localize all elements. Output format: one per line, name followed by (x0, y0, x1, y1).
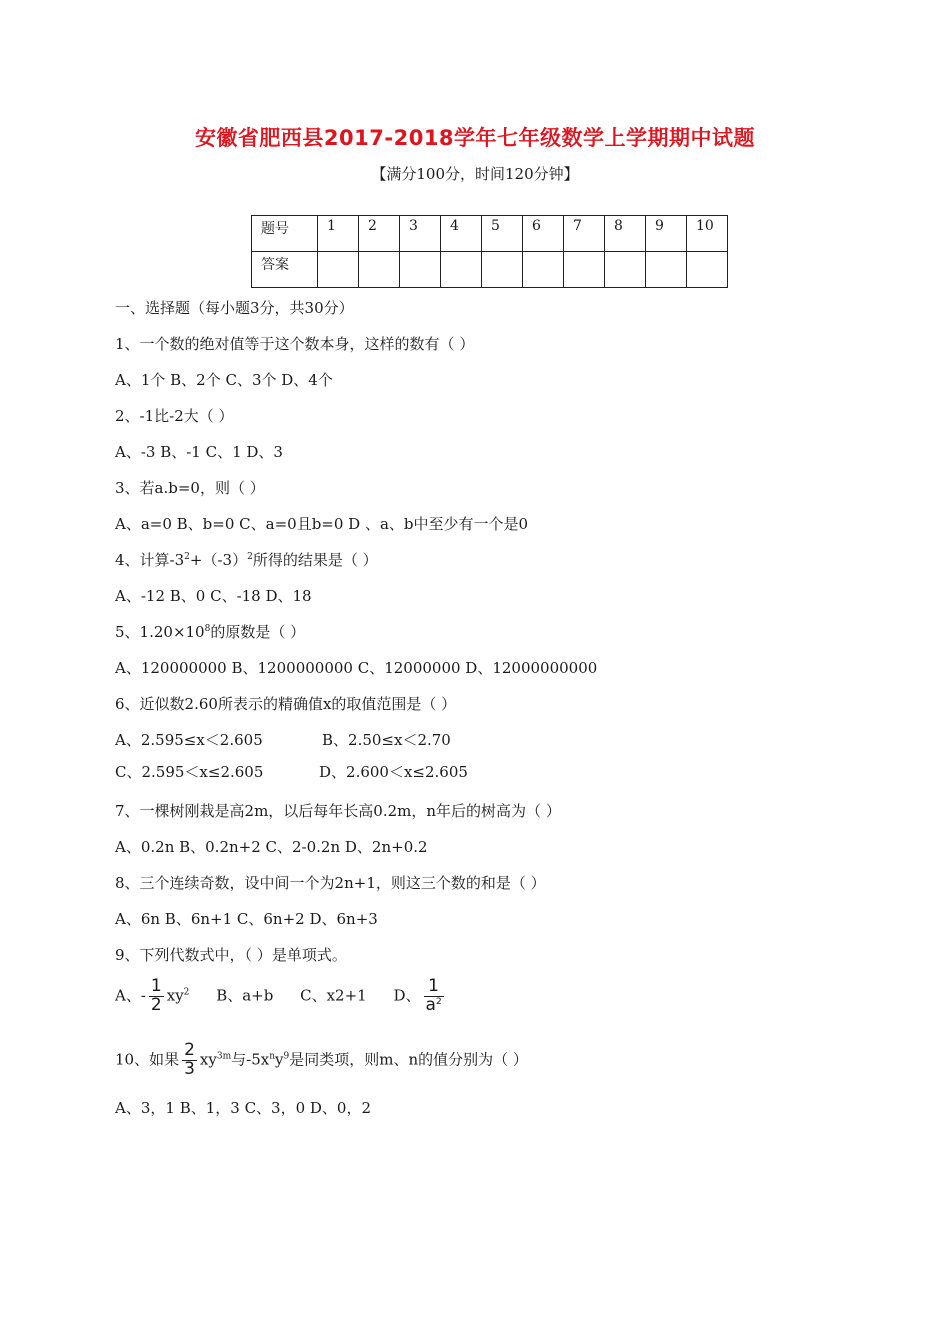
question-1: 1、一个数的绝对值等于这个数本身，这样的数有（ ） (115, 335, 475, 353)
exponent: 9 (283, 1051, 290, 1062)
question-6-option-c: C、2.595＜x≤2.605 (115, 763, 264, 781)
exponent: 2 (183, 987, 190, 998)
question-9-options (115, 978, 447, 1015)
question-number-cell: 5 (482, 216, 523, 252)
table-row (252, 252, 728, 288)
answer-cell[interactable] (400, 252, 441, 288)
question-10-prefix: 10、如果 (115, 1050, 180, 1069)
question-number-cell: 8 (605, 216, 646, 252)
question-number-cell: 7 (564, 216, 605, 252)
question-5 (115, 621, 305, 642)
variable-term: xy (166, 986, 184, 1005)
question-1-options: A、1个 B、2个 C、3个 D、4个 (115, 371, 333, 389)
exponent: 2 (247, 552, 253, 562)
question-9: 9、下列代数式中，（ ）是单项式。 (115, 946, 347, 964)
row-label-answer: 答案 (252, 252, 318, 288)
question-8: 8、三个连续奇数，设中间一个为2n+1，则这三个数的和是（ ） (115, 874, 546, 892)
option-b: B、a+b (216, 986, 274, 1005)
numerator: 2 (184, 1040, 195, 1060)
exponent: 8 (204, 624, 211, 634)
numerator: 1 (150, 976, 162, 996)
answer-cell[interactable] (564, 252, 605, 288)
answer-cell[interactable] (318, 252, 359, 288)
question-6-option-b: B、2.50≤x＜2.70 (322, 731, 451, 749)
term: 与-5x (231, 1050, 270, 1069)
question-10-options: A、3，1 B、1，3 C、3，0 D、0，2 (115, 1099, 372, 1117)
exponent: 2 (435, 996, 442, 1007)
question-number-cell: 2 (359, 216, 400, 252)
denominator-base: a (425, 994, 436, 1015)
answer-cell[interactable] (359, 252, 400, 288)
question-number-cell: 10 (687, 216, 728, 252)
question-10-tail: 是同类项，则m、n的值分别为（ ） (289, 1050, 528, 1069)
answer-cell[interactable] (482, 252, 523, 288)
answer-table (251, 215, 728, 288)
question-10 (115, 1042, 528, 1079)
question-7: 7、一棵树刚栽是高2m，以后每年长高0.2m，n年后的树高为（ ） (115, 802, 561, 820)
option-c: C、x2+1 (300, 986, 367, 1005)
question-3-options: A、a=0 B、b=0 C、a=0且b=0 D 、a、b中至少有一个是0 (115, 515, 529, 533)
question-5-options: A、120000000 B、1200000000 C、12000000 D、12000000000 (115, 659, 598, 677)
exponent: 3m (216, 1051, 232, 1062)
term: y (275, 1050, 284, 1069)
numerator: 1 (424, 978, 444, 997)
answer-cell[interactable] (687, 252, 728, 288)
fraction (149, 978, 164, 1015)
denominator: 2 (150, 994, 162, 1015)
question-8-options: A、6n B、6n+1 C、6n+2 D、6n+3 (115, 910, 378, 928)
question-2-options: A、-3 B、-1 C、1 D、3 (115, 443, 283, 461)
table-row (252, 216, 728, 252)
exponent: 2 (184, 552, 190, 562)
question-4 (115, 549, 378, 570)
denominator (424, 994, 444, 1015)
question-5-text-a: 5、1.20×10 (115, 623, 205, 641)
question-number-cell: 3 (400, 216, 441, 252)
question-number-cell: 1 (318, 216, 359, 252)
question-4-text-c: 所得的结果是（ ） (252, 551, 378, 569)
answer-cell[interactable] (646, 252, 687, 288)
question-7-options: A、0.2n B、0.2n+2 C、2-0.2n D、2n+0.2 (115, 838, 428, 856)
question-number-cell: 9 (646, 216, 687, 252)
question-5-text-b: 的原数是（ ） (210, 623, 306, 641)
question-6-option-a: A、2.595≤x＜2.605 (115, 731, 263, 749)
question-4-text-b: +（-3） (189, 551, 248, 569)
term: xy (199, 1050, 217, 1069)
denominator: 3 (184, 1058, 195, 1079)
page-title: 安徽省肥西县2017-2018学年七年级数学上学期期中试题 (194, 126, 756, 150)
answer-cell[interactable] (605, 252, 646, 288)
answer-cell[interactable] (523, 252, 564, 288)
question-number-cell: 4 (441, 216, 482, 252)
question-4-options: A、-12 B、0 C、-18 D、18 (115, 587, 312, 605)
question-6: 6、近似数2.60所表示的精确值x的取值范围是（ ） (115, 695, 457, 713)
question-3: 3、若a.b=0，则（ ） (115, 479, 265, 497)
answer-cell[interactable] (441, 252, 482, 288)
fraction (182, 1042, 197, 1079)
option-a-label: A、- (115, 986, 146, 1005)
question-4-text-a: 4、计算-3 (115, 551, 185, 569)
fraction (424, 978, 444, 1015)
question-number-cell: 6 (523, 216, 564, 252)
exam-info: 【满分100分，时间120分钟】 (371, 165, 579, 183)
question-2: 2、-1比-2大（ ） (115, 407, 234, 425)
section-heading: 一、选择题（每小题3分，共30分） (115, 299, 354, 317)
exponent: n (269, 1051, 275, 1062)
row-label-question: 题号 (252, 216, 318, 252)
option-d-label: D、 (393, 986, 421, 1005)
question-6-option-d: D、2.600＜x≤2.605 (319, 763, 468, 781)
